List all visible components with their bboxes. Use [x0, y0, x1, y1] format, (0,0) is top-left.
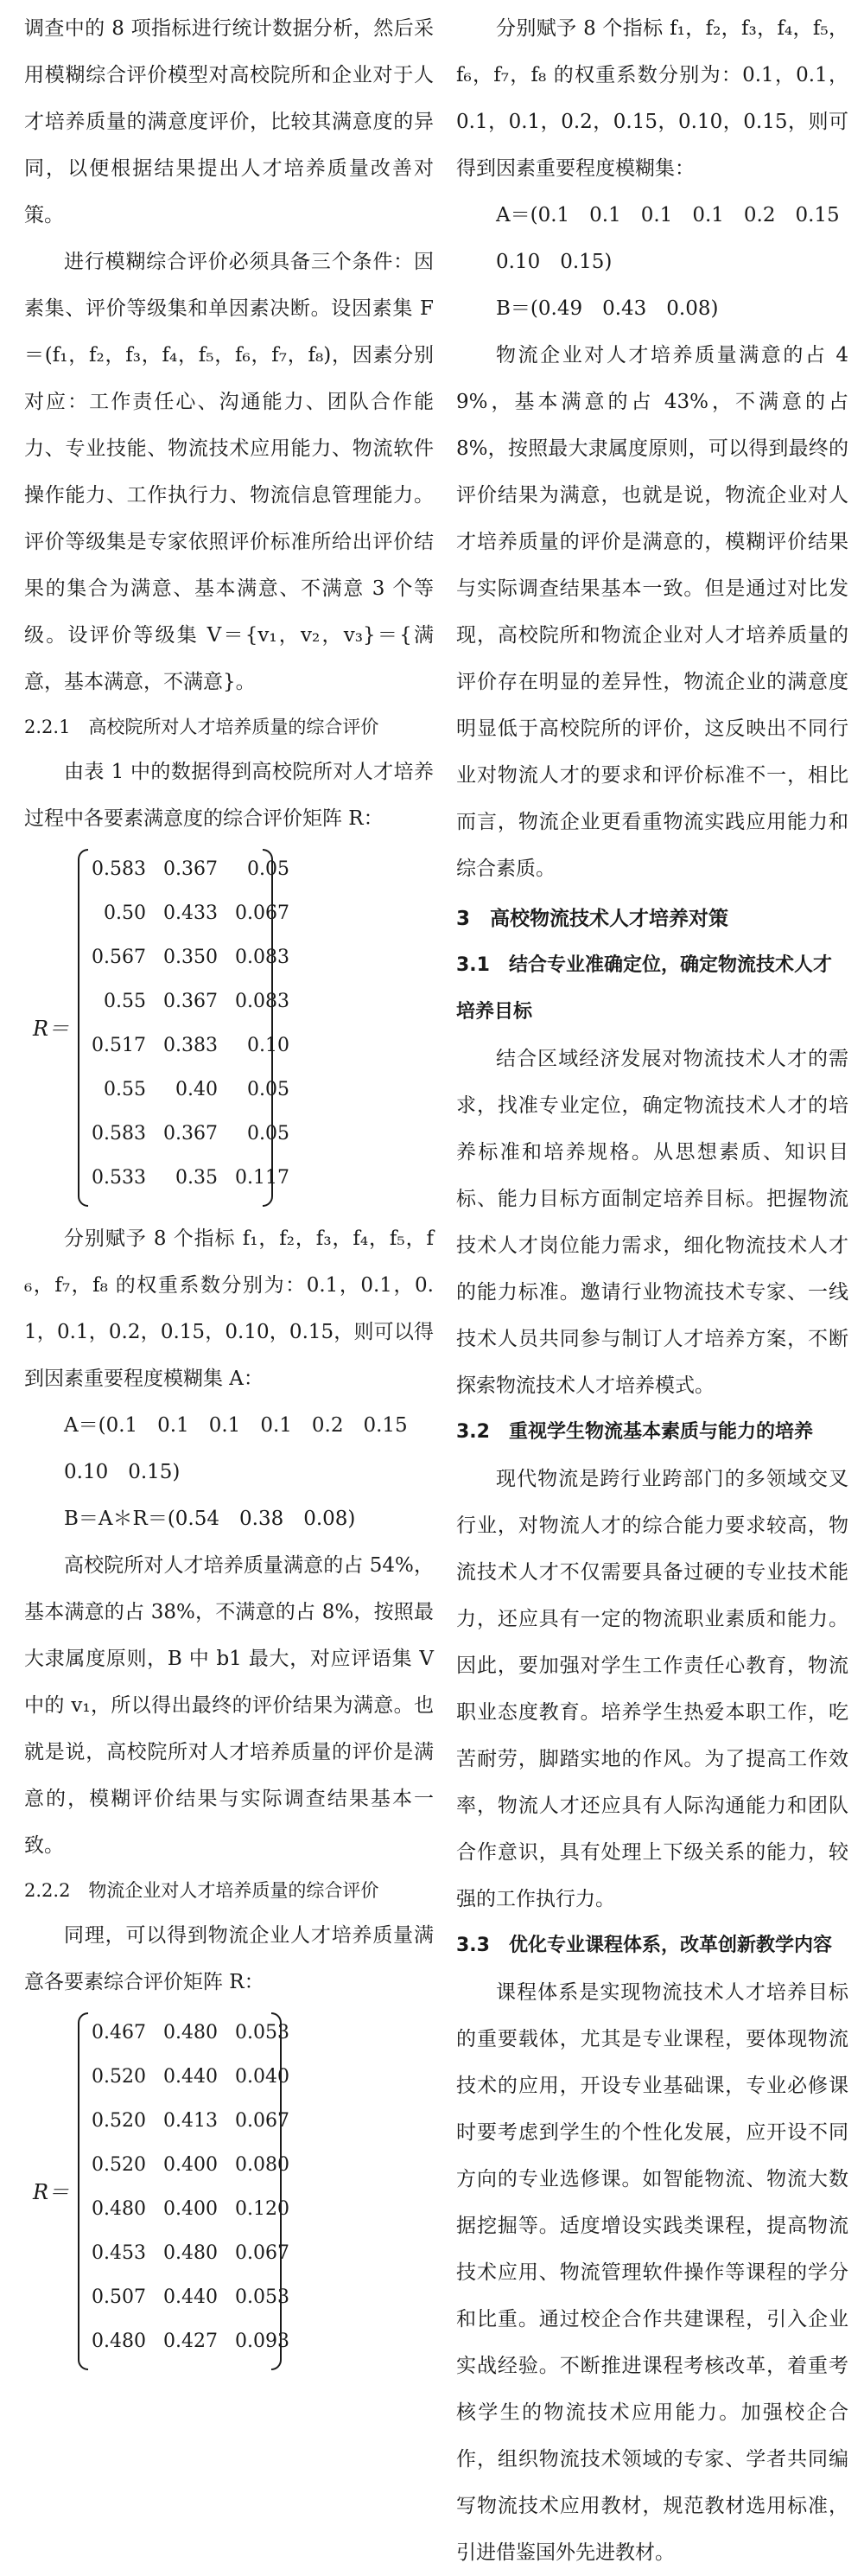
matrix-cell: 0.440: [162, 2066, 218, 2088]
matrix-cell: 0.05: [246, 1123, 289, 1145]
paragraph-3-1: 结合区域经济发展对物流技术人才的需求，找准专业定位，确定物流技术人才的培养标准和培养规格。从思想素质、知识目标、能力目标方面制定培养目标。把握物流技术人才岗位能力需求，细化物流技术人才的能力标准。邀请行业物流技术专家、一线技术人员共同参与制订人才培养方案，不断探索物流技术人才培养模式。: [456, 1048, 848, 1397]
matrix-row: [79, 2099, 298, 2143]
formula-fuzzy-set-a-2: A＝(0.1 0.1 0.1 0.1 0.2 0.15 0.10 0.15): [496, 204, 860, 273]
matrix-cell: 0.467: [92, 2022, 146, 2044]
matrix-cell: 0.067: [234, 902, 289, 924]
matrix-cell: 0.053: [234, 2022, 289, 2044]
matrix-row: [79, 2011, 298, 2055]
matrix-cell: 0.520: [92, 2066, 146, 2088]
matrix-cell: 0.480: [92, 2198, 146, 2220]
matrix-cell: 0.350: [162, 947, 218, 968]
matrix-cell: 0.517: [92, 1035, 146, 1056]
matrix-cell: 0.583: [92, 1123, 146, 1145]
left-column: [24, 0, 434, 2379]
matrix-cell: 0.05: [246, 858, 289, 880]
matrix-cell: 0.433: [162, 902, 218, 924]
formula-fuzzy-set-a: A＝(0.1 0.1 0.1 0.1 0.2 0.15 0.10 0.15): [64, 1414, 428, 1483]
matrix-cell: 0.480: [92, 2331, 146, 2352]
subsection-heading-2-2-2: 2.2.2 物流企业对人才培养质量的综合评价: [24, 1880, 379, 1901]
matrix-cell: 0.40: [175, 1079, 218, 1100]
right-column: [456, 0, 860, 2576]
matrix-row: [79, 2319, 298, 2363]
paragraph-university-result: 高校院所对人才培养质量满意的占 54%，基本满意的占 38%，不满意的占 8%，按照最大隶属度原则，B 中 b1 最大，对应评语集 V 中的 v₁，所以得出最终的评价结果为满意。也就是说，高校院所对人才培养质量的评价是满意的，模糊评价结果与实际调查结果基本一致。: [24, 1554, 434, 1857]
matrix-cell: 0.567: [92, 947, 146, 968]
matrix-cell: 0.083: [234, 991, 289, 1012]
matrix-cell: 0.083: [234, 947, 289, 968]
paragraph-fuzzy-conditions: 进行模糊综合评价必须具备三个条件：因素集、评价等级集和单因素决断。设因素集 F＝(f₁，f₂，f₃，f₄，f₅，f₆，f₇，f₈)，因素分别对应：工作责任心、沟通能力、团队合作能力、专业技能、物流技术应用能力、物流软件操作能力、工作执行力、物流信息管理能力。评价等级集是专家依照评价标准所给出评价结果的集合为满意、基本满意、不满意 3 个等级。设评价等级集 V＝{v₁，v₂，v₃}＝{满意，基本满意，不满意}。: [24, 251, 434, 693]
matrix-row: [79, 2231, 298, 2275]
matrix-cell: 0.453: [92, 2242, 146, 2264]
subsection-heading-2-2-1: 2.2.1 高校院所对人才培养质量的综合评价: [24, 717, 379, 737]
matrix-cell: 0.520: [92, 2154, 146, 2176]
matrix-row: [79, 891, 298, 935]
matrix-cell: 0.480: [162, 2022, 218, 2044]
paragraph-matrix-intro-2: 同理，可以得到物流企业人才培养质量满意各要素综合评价矩阵 R：: [24, 1924, 434, 1993]
subsection-heading-3-1: 3.1 结合专业准确定位，确定物流技术人才培养目标: [456, 954, 832, 1023]
matrix-cell: 0.093: [234, 2331, 289, 2352]
matrix-row: [79, 935, 298, 979]
paragraph-3-3: 课程体系是实现物流技术人才培养目标的重要载体，尤其是专业课程，要体现物流技术的应用，开设专业基础课，专业必修课时要考虑到学生的个性化发展，应开设不同方向的专业选修课。如智能物流、物流大数据挖掘等。适度增设实践类课程，提高物流技术应用、物流管理软件操作等课程的学分和比重。通过校企合作共建课程，引入企业实战经验。不断推进课程考核改革，着重考核学生的物流技术应用能力。加强校企合作，组织物流技术领域的专家、学者共同编写物流技术应用教材，规范教材选用标准，引进借鉴国外先进教材。: [456, 1981, 848, 2564]
subsection-heading-3-2: 3.2 重视学生物流基本素质与能力的培养: [456, 1421, 813, 1443]
matrix-r-universities: [24, 842, 434, 1215]
paragraph-intro-cont: 调查中的 8 项指标进行统计数据分析，然后采用模糊综合评价模型对高校院所和企业对于人才培养质量的满意度评价，比较其满意度的异同，以便根据结果提出人才培养质量改善对策。: [24, 17, 434, 226]
matrix-row: [79, 1156, 298, 1200]
matrix-values: [79, 2011, 298, 2363]
matrix-cell: 0.400: [162, 2154, 218, 2176]
matrix-row: [79, 979, 298, 1023]
matrix-cell: 0.400: [162, 2198, 218, 2220]
formula-result-b-2: B＝(0.49 0.43 0.08): [496, 297, 719, 320]
matrix-row: [79, 2055, 298, 2099]
matrix-row: [79, 1068, 298, 1112]
matrix-cell: 0.440: [162, 2286, 218, 2308]
matrix-cell: 0.55: [104, 1079, 146, 1100]
matrix-row: [79, 1023, 298, 1068]
matrix-cell: 0.427: [162, 2331, 218, 2352]
subsection-heading-3-3: 3.3 优化专业课程体系，改革创新教学内容: [456, 1935, 832, 1956]
matrix-cell: 0.367: [162, 858, 218, 880]
matrix-cell: 0.067: [234, 2110, 289, 2132]
matrix-cell: 0.55: [104, 991, 146, 1012]
matrix-cell: 0.10: [246, 1035, 289, 1056]
paragraph-weights-1: 分别赋予 8 个指标 f₁，f₂，f₃，f₄，f₅，f₆，f₇，f₈ 的权重系数分别为：0.1，0.1，0.1，0.1，0.2，0.15，0.10，0.15，则可以得到因素重要程度模糊集 A：: [24, 1227, 434, 1390]
matrix-r-enterprises: [24, 2005, 434, 2379]
matrix-row: [79, 1112, 298, 1156]
paragraph-matrix-intro-1: 由表 1 中的数据得到高校院所对人才培养过程中各要素满意度的综合评价矩阵 R：: [24, 761, 434, 830]
matrix-cell: 0.520: [92, 2110, 146, 2132]
matrix-cell: 0.120: [234, 2198, 289, 2220]
matrix-cell: 0.383: [162, 1035, 218, 1056]
matrix-cell: 0.367: [162, 1123, 218, 1145]
matrix-label: R＝: [33, 2180, 70, 2204]
formula-result-b: B＝A＊R＝(0.54 0.38 0.08): [64, 1508, 356, 1530]
matrix-cell: 0.35: [175, 1167, 218, 1189]
matrix-row: [79, 847, 298, 891]
matrix-cell: 0.480: [162, 2242, 218, 2264]
matrix-cell: 0.067: [234, 2242, 289, 2264]
matrix-cell: 0.533: [92, 1167, 146, 1189]
matrix-cell: 0.117: [234, 1167, 289, 1189]
matrix-cell: 0.053: [234, 2286, 289, 2308]
matrix-row: [79, 2187, 298, 2231]
matrix-cell: 0.05: [246, 1079, 289, 1100]
matrix-cell: 0.080: [234, 2154, 289, 2176]
matrix-cell: 0.50: [104, 902, 146, 924]
matrix-cell: 0.507: [92, 2286, 146, 2308]
matrix-row: [79, 2275, 298, 2319]
paragraph-3-2: 现代物流是跨行业跨部门的多领域交叉行业，对物流人才的综合能力要求较高，物流技术人才不仅需要具备过硬的专业技术能力，还应具有一定的物流职业素质和能力。因此，要加强对学生工作责任心教育，物流职业态度教育。培养学生热爱本职工作，吃苦耐劳，脚踏实地的作风。为了提高工作效率，物流人才还应具有人际沟通能力和团队合作意识，具有处理上下级关系的能力，较强的工作执行力。: [456, 1468, 848, 1910]
matrix-cell: 0.583: [92, 858, 146, 880]
matrix-label: R＝: [33, 1017, 70, 1041]
matrix-cell: 0.040: [234, 2066, 289, 2088]
paragraph-weights-2: 分别赋予 8 个指标 f₁，f₂，f₃，f₄，f₅，f₆，f₇，f₈ 的权重系数分别为：0.1，0.1，0.1，0.1，0.2，0.15，0.10，0.15，则可得到因素重要程度模糊集：: [456, 17, 848, 180]
matrix-cell: 0.413: [162, 2110, 218, 2132]
matrix-cell: 0.367: [162, 991, 218, 1012]
matrix-row: [79, 2143, 298, 2187]
section-heading-3: 3 高校物流技术人才培养对策: [456, 908, 729, 930]
matrix-values: [79, 847, 298, 1200]
paragraph-enterprise-result: 物流企业对人才培养质量满意的占 49%，基本满意的占 43%，不满意的占 8%，按照最大隶属度原则，可以得到最终的评价结果为满意，也就是说，物流企业对人才培养质量的评价是满意的，模糊评价结果与实际调查结果基本一致。但是通过对比发现，高校院所和物流企业对人才培养质量的评价存在明显的差异性，物流企业的满意度明显低于高校院所的评价，这反映出不同行业对物流人才的要求和评价标准不一，相比而言，物流企业更看重物流实践应用能力和综合素质。: [456, 344, 848, 880]
